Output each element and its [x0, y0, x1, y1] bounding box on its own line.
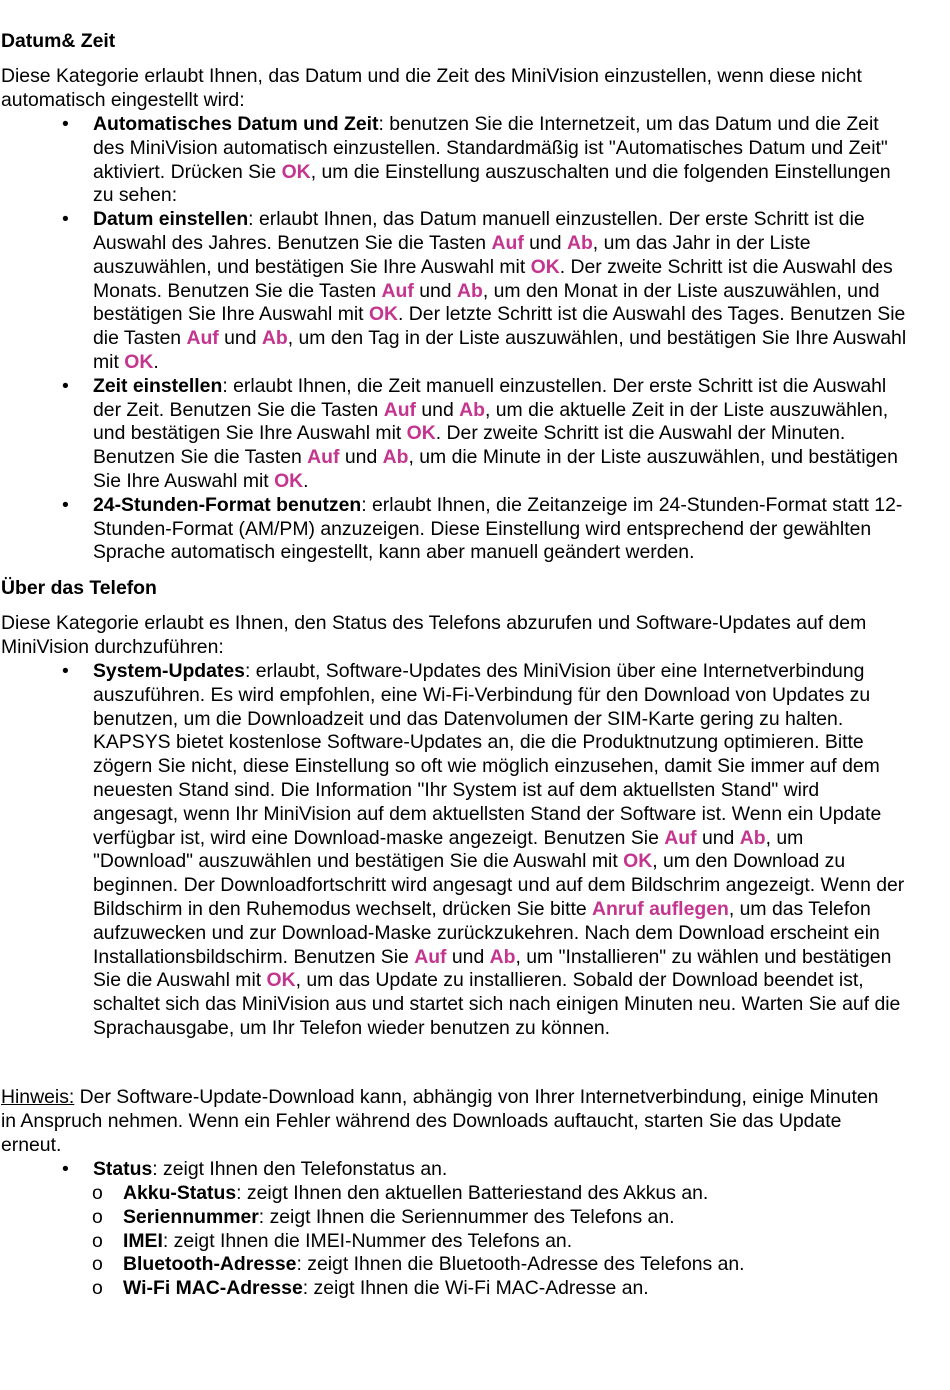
- sub-text: : zeigt Ihnen die Seriennummer des Telefons an.: [258, 1205, 675, 1228]
- sub-term: Bluetooth-Adresse: [123, 1253, 297, 1276]
- item-text: .: [303, 469, 309, 492]
- item-text: : erlaubt Ihnen, die Zeitanzeige im 24-Stunden-Format statt 12-Stunden-Format (AM/PM) anzuzeigen. Diese Einstellung wird entsprechend der gewählten Sprache automatisch eingestellt, kann aber manuell geändert werden.: [93, 493, 903, 564]
- key-name: Auf: [186, 327, 219, 350]
- key-name: OK: [266, 969, 296, 992]
- item-text: und: [339, 446, 383, 469]
- bullet-item: [0, 494, 910, 565]
- key-name: Ab: [261, 327, 288, 350]
- bullet-item-status: [0, 1158, 910, 1182]
- bullet-item: [0, 113, 910, 208]
- key-name: Ab: [459, 398, 485, 421]
- bullet-item-system-updates: [0, 660, 905, 1041]
- sub-item-bluetooth: [0, 1253, 910, 1277]
- item-text: und: [416, 398, 460, 421]
- section-title-datum-zeit: Datum& Zeit: [1, 30, 116, 52]
- item-text: , um den Tag in der Liste auszuwählen, und bestätigen Sie Ihre Auswahl mit: [93, 327, 907, 373]
- item-text: : benutzen Sie die Internetzeit, um das Datum und die Zeit des MiniVision automatisch einzustellen. Standardmäßig ist "Automatisches Datum und Zeit" aktiviert. Drücken Sie: [93, 113, 888, 183]
- sub-term: IMEI: [123, 1229, 163, 1252]
- sub-text: : zeigt Ihnen den aktuellen Batteriestand des Akkus an.: [236, 1182, 709, 1204]
- item-text: , um das Update zu installieren. Sobald der Download beendet ist, schaltet sich das MiniVision aus und startet sich nach einigen Minuten neu. Warten Sie auf die Sprachausgabe, um Ihr Telefon wieder benutzen zu können.: [93, 969, 901, 1039]
- sub-term: Seriennummer: [123, 1205, 259, 1228]
- key-name: Auf: [414, 945, 447, 968]
- system-updates-list: [0, 660, 905, 1041]
- sub-text: : zeigt Ihnen die Bluetooth-Adresse des Telefons an.: [296, 1253, 745, 1276]
- sub-text: : zeigt Ihnen die Wi-Fi MAC-Adresse an.: [302, 1277, 649, 1300]
- item-term: System-Updates: [93, 660, 245, 682]
- sub-text: : zeigt Ihnen die IMEI-Nummer des Telefons an.: [162, 1229, 573, 1252]
- sub-item-wifi-mac: [0, 1277, 910, 1301]
- item-text: , um "Download" auszuwählen und bestätigen Sie die Auswahl mit: [93, 826, 804, 873]
- key-name: Auf: [383, 398, 416, 421]
- key-name: Ab: [566, 231, 593, 254]
- item-text: , um die Einstellung auszuschalten und die folgenden Einstellungen zu sehen:: [93, 160, 891, 207]
- item-text: und: [696, 826, 740, 849]
- section-title-ueber-telefon: Über das Telefon: [1, 577, 157, 599]
- key-name: Auf: [664, 826, 697, 849]
- sub-item-seriennummer: [0, 1206, 910, 1230]
- section-intro-datum-zeit: Diese Kategorie erlaubt Ihnen, das Datum und die Zeit des MiniVision einzustellen, wenn diese nicht automatisch eingestellt wird:: [1, 65, 862, 111]
- status-text: : zeigt Ihnen den Telefonstatus an.: [152, 1158, 448, 1180]
- bullet-item: [0, 375, 910, 494]
- item-term: 24-Stunden-Format benutzen: [93, 493, 362, 516]
- item-text: .: [153, 350, 159, 373]
- item-text: . Der zweite Schritt ist die Auswahl der Minuten. Benutzen Sie die Tasten: [93, 422, 846, 469]
- item-text: . Der letzte Schritt ist die Auswahl des Tages. Benutzen Sie die Tasten: [93, 303, 906, 350]
- item-text: , um die Minute in der Liste auszuwählen, und bestätigen Sie Ihre Auswahl mit: [93, 446, 898, 492]
- item-text: : erlaubt, Software-Updates des MiniVision über eine Internetverbindung auszuführen. Es wird empfohlen, eine Wi-Fi-Verbindung für den Download von Updates zu benutzen, um die Downloadzeit und das Datenvolumen der SIM-Karte gering zu halten. KAPSYS bietet kostenlose Software-Updates an, die die Produktnutzung optimieren. Bitte zögern Sie nicht, diese Einstellung so oft wie möglich einzusehen, damit Sie immer auf dem neuesten Stand sind. Die Information "Ihr System ist auf dem aktuellsten Stand" wird angesagt, wenn Ihr MiniVision auf dem aktuellsten Stand der Software ist. Wenn ein Update verfügbar ist, wird eine Download-maske angezeigt. Benutzen Sie: [93, 660, 882, 849]
- sub-item-akku-status: [0, 1182, 910, 1206]
- item-text: , um die aktuelle Zeit in der Liste auszuwählen, und bestätigen Sie Ihre Auswahl mit: [93, 398, 889, 445]
- item-term: Zeit einstellen: [93, 374, 223, 397]
- key-name: Anruf auflegen: [592, 897, 729, 920]
- note-paragraph: [1, 1086, 881, 1157]
- item-text: , um den Monat in der Liste auszuwählen, und bestätigen Sie Ihre Auswahl mit: [93, 279, 880, 326]
- key-name: Ab: [489, 945, 516, 968]
- note-label: Hinweis:: [1, 1086, 75, 1108]
- key-name: OK: [124, 350, 154, 373]
- key-name: OK: [530, 255, 560, 278]
- datum-zeit-bullet-list: [0, 113, 910, 565]
- key-name: OK: [281, 160, 311, 183]
- key-name: Auf: [307, 446, 340, 469]
- item-text: und: [523, 231, 567, 254]
- status-list: [0, 1158, 910, 1182]
- sub-item-imei: [0, 1230, 910, 1254]
- item-text: : erlaubt Ihnen, die Zeit manuell einzustellen. Der erste Schritt ist die Auswahl der Zeit. Benutzen Sie die Tasten: [93, 374, 887, 421]
- item-text: , um "Installieren" zu wählen und bestätigen Sie die Auswahl mit: [93, 945, 892, 992]
- key-name: OK: [623, 850, 653, 873]
- item-text: und: [446, 945, 490, 968]
- sub-term: Wi-Fi MAC-Adresse: [123, 1277, 303, 1300]
- item-text: und: [413, 279, 457, 302]
- item-term: Automatisches Datum und Zeit: [93, 113, 379, 135]
- key-name: Ab: [739, 826, 766, 849]
- item-text: , um das Jahr in der Liste auszuwählen, und bestätigen Sie Ihre Auswahl mit: [93, 231, 811, 278]
- bullet-item: [0, 208, 910, 375]
- note-text: Der Software-Update-Download kann, abhängig von Ihrer Internetverbindung, einige Minuten in Anspruch nehmen. Wenn ein Fehler während des Downloads auftaucht, starten Sie das Update erneut.: [1, 1086, 879, 1156]
- item-text: . Der zweite Schritt ist die Auswahl des Monats. Benutzen Sie die Tasten: [93, 255, 893, 302]
- key-name: Ab: [382, 446, 409, 469]
- item-text: , um das Telefon aufzuwecken und zur Download-Maske zurückzukehren. Nach dem Download erscheint ein Installationsbildschirm. Benutzen Sie: [93, 897, 880, 968]
- status-term: Status: [93, 1158, 153, 1180]
- item-text: : erlaubt Ihnen, das Datum manuell einzustellen. Der erste Schritt ist die Auswahl des Jahres. Benutzen Sie die Tasten: [93, 208, 865, 254]
- status-sublist: [0, 1182, 910, 1301]
- key-name: Auf: [491, 231, 524, 254]
- key-name: OK: [368, 303, 399, 326]
- key-name: Ab: [456, 279, 483, 302]
- item-term: Datum einstellen: [93, 208, 249, 231]
- sub-term: Akku-Status: [123, 1182, 237, 1204]
- key-name: OK: [274, 469, 304, 492]
- key-name: Auf: [381, 279, 414, 302]
- item-text: , um den Download zu beginnen. Der Downloadfortschritt wird angesagt und auf dem Bildschrim angezeigt. Wenn der Bildschirm in den Ruhemodus wechselt, drücken Sie bitte: [93, 850, 905, 920]
- item-text: und: [218, 327, 262, 350]
- key-name: OK: [406, 422, 436, 445]
- section-intro-ueber-telefon: Diese Kategorie erlaubt es Ihnen, den Status des Telefons abzurufen und Software-Updates auf dem MiniVision durchzuführen:: [1, 612, 867, 658]
